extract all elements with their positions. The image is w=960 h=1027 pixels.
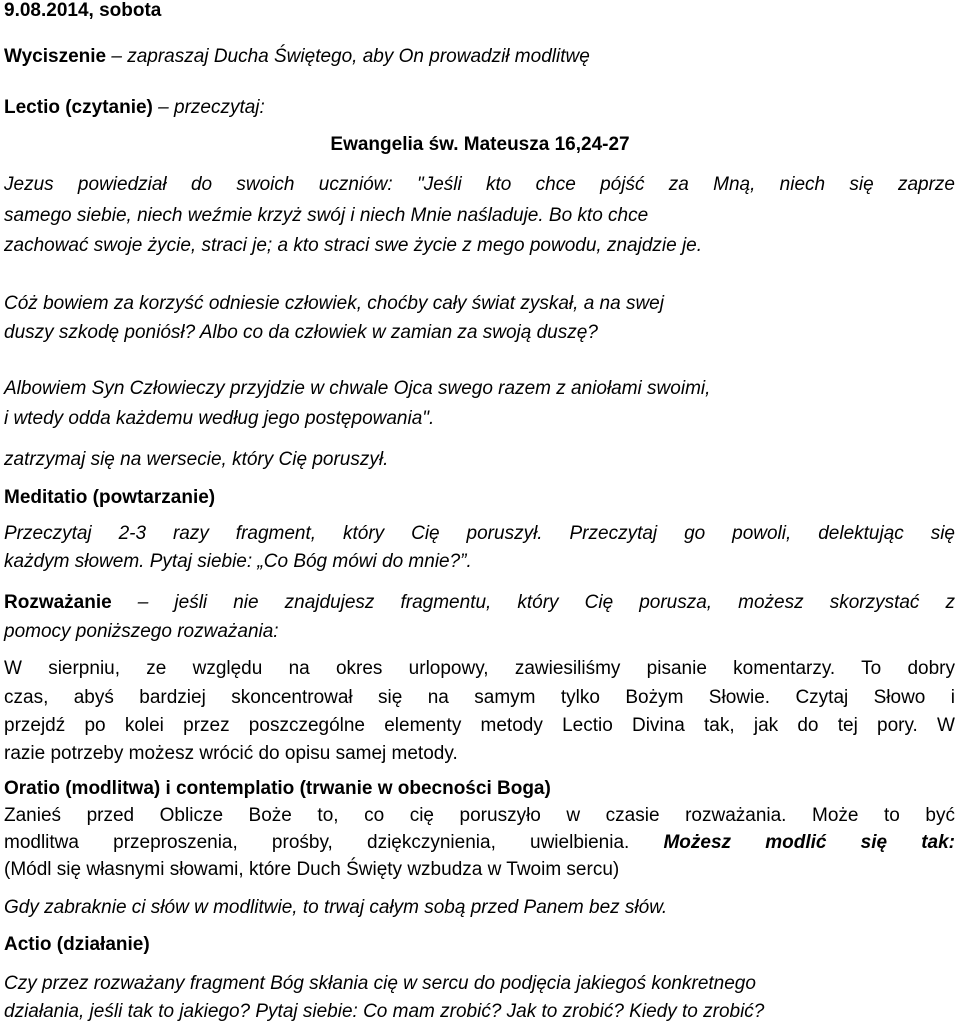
actio-line: działania, jeśli tak to jakiego? Pytaj siebie: Co mam zrobić? Jak to zrobić? Kiedy to zrobić? [4,1001,765,1022]
gospel-line: Jezus powiedział do swoich uczniów: "Jeśli kto chce pójść za Mną, niech się zaprze [4,174,955,195]
meditatio-heading: Meditatio (powtarzanie) [4,487,216,508]
reflection-body-line: czas, abyś bardziej skoncentrował się na samym tylko Bożym Słowie. Czytaj Słowo i [4,687,955,708]
oratio-text: modlitwa przeproszenia, prośby, dziękczynienia, uwielbienia. [4,832,664,853]
gospel-line: Albowiem Syn Człowieczy przyjdzie w chwale Ojca swego razem z aniołami swoimi, [4,378,711,399]
reflection-body-line: przejdź po kolei przez poszczególne elementy metody Lectio Divina tak, jak do tej pory. W [4,715,955,736]
oratio-line: Zanieś przed Oblicze Boże to, co cię poruszyło w czasie rozważania. Może to być [4,805,955,826]
silence-label: Wyciszenie [4,46,107,67]
lectio-instruction: zatrzymaj się na wersecie, który Cię poruszył. [4,449,389,470]
lectio-text: – przeczytaj: [152,97,265,118]
reflection-line [4,590,955,616]
reflection-label: Rozważanie [4,592,112,613]
gospel-line: zachować swoje życie, straci je; a kto straci swe życie z mego powodu, znajdzie je. [4,235,703,256]
silence-text: – zapraszaj Ducha Świętego, aby On prowadził modlitwę [106,46,590,67]
gospel-line: samego siebie, niech weźmie krzyż swój i niech Mnie naśladuje. Bo kto chce [4,205,649,226]
oratio-heading: Oratio (modlitwa) i contemplatio (trwanie w obecności Boga) [4,778,551,799]
reflection-body-line: W sierpniu, ze względu na okres urlopowy, zawiesiliśmy pisanie komentarzy. To dobry [4,658,955,679]
meditatio-text: każdym słowem. Pytaj siebie: [4,551,258,572]
meditatio-question: „Co Bóg mówi do mnie?”. [257,551,472,572]
oratio-line [4,830,955,856]
gospel-line: duszy szkodę poniósł? Albo co da człowiek w zamian za swoją duszę? [4,322,598,343]
silence-line [4,44,590,70]
actio-heading: Actio (działanie) [4,934,150,955]
gospel-reference: Ewangelia św. Mateusza 16,24-27 [330,134,630,155]
oratio-line: (Módl się własnymi słowami, które Duch Święty wzbudza w Twoim sercu) [4,859,620,880]
reflection-intro: – jeśli nie znajdujesz fragmentu, który Cię porusza, możesz skorzystać z [111,592,955,613]
gospel-line: Cóż bowiem za korzyść odniesie człowiek, choćby cały świat zyskał, a na swej [4,293,664,314]
oratio-line: Gdy zabraknie ci słów w modlitwie, to trwaj całym sobą przed Panem bez słów. [4,897,668,918]
actio-line: Czy przez rozważany fragment Bóg skłania cię w sercu do podjęcia jakiegoś konkretnego [4,973,756,994]
lectio-line [4,95,265,121]
gospel-line: i wtedy odda każdemu według jego postępowania". [4,408,435,429]
meditatio-line: Przeczytaj 2-3 razy fragment, który Cię poruszył. Przeczytaj go powoli, delektując się [4,523,955,544]
meditatio-line [4,549,472,575]
lectio-label: Lectio (czytanie) [4,97,153,118]
reflection-intro-2: pomocy poniższego rozważania: [4,621,279,642]
oratio-prompt: Możesz modlić się tak: [663,832,955,853]
reflection-body-line: razie potrzeby możesz wrócić do opisu samej metody. [4,743,458,764]
page-date: 9.08.2014, sobota [4,0,162,21]
